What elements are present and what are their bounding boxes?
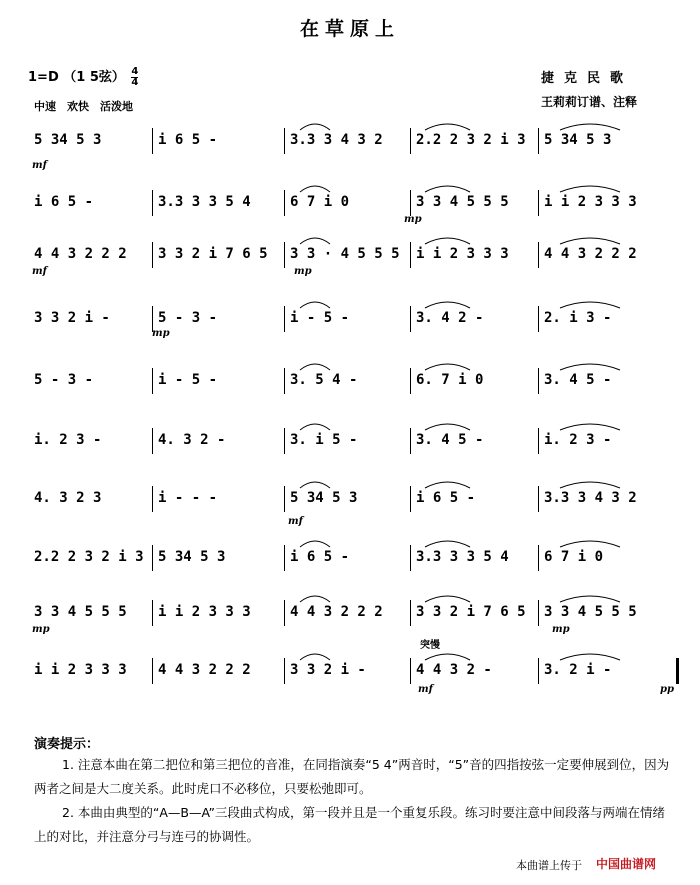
measure: i i 2 3 3 3: [34, 662, 127, 678]
measure: i - - -: [158, 490, 218, 506]
slur: [425, 596, 470, 602]
slur: [300, 424, 330, 430]
slur: [560, 186, 620, 192]
measure: i i 2 3 3 3: [416, 246, 509, 262]
measure: i 6 5 -: [34, 194, 94, 210]
measure: 5 34 5 3: [290, 490, 358, 506]
slur: [425, 302, 470, 308]
slur-marks: [0, 418, 700, 432]
slur: [560, 238, 620, 244]
measure: 4 4 3 2 2 2: [34, 246, 127, 262]
tip-2: 2. 本曲由典型的“A—B—A”三段曲式构成，第一段并且是一个重复乐段。练习时要注意中间段落与两端在情绪上的对比，并注意分弓与连弓的协调性。: [34, 805, 665, 844]
measure: 4 4 3 2 2 2: [158, 662, 251, 678]
slur-marks: [0, 590, 700, 604]
time-signature: [131, 67, 138, 88]
dynamic-mf: mf: [32, 266, 47, 277]
staff-line: [0, 590, 700, 636]
measure: 3 3 2 i 7 6 5: [416, 604, 526, 620]
slur: [425, 124, 470, 130]
measure: 3 3 4 5 5 5: [34, 604, 127, 620]
site-logo[interactable]: [596, 855, 656, 872]
slur: [560, 124, 620, 130]
slur-marks: [0, 118, 700, 132]
dynamic-mp: mp: [294, 266, 312, 277]
measure: 6. 7 i 0: [416, 372, 484, 388]
slur: [560, 364, 620, 370]
slur: [560, 654, 620, 660]
measure: 3 3 4 5 5 5: [544, 604, 637, 620]
measure: 3 3 4 5 5 5: [416, 194, 509, 210]
measure: 5 - 3 -: [34, 372, 94, 388]
measure: 4. 3 2 3: [34, 490, 102, 506]
measure: i. 2 3 -: [34, 432, 102, 448]
slur: [300, 654, 330, 660]
slur-marks: [0, 180, 700, 194]
staff-line: [0, 358, 700, 404]
measure: i. 2 3 -: [544, 432, 612, 448]
staff-line: [0, 296, 700, 342]
measure: 3. 4 5 -: [544, 372, 612, 388]
slur: [425, 424, 470, 430]
slur-marks: [0, 296, 700, 310]
slur-marks: [0, 535, 700, 549]
slur: [300, 541, 330, 547]
measure: 3.3 3 4 3 2: [290, 132, 383, 148]
measure: 4 4 3 2 -: [416, 662, 492, 678]
page-title: 在草原上: [299, 18, 400, 40]
slur: [300, 186, 330, 192]
slur: [425, 482, 470, 488]
measure: 4. 3 2 -: [158, 432, 226, 448]
staff-line: [0, 648, 700, 694]
measure: 3 3 2 i 7 6 5: [158, 246, 268, 262]
dynamic-mp: mp: [32, 624, 50, 635]
dynamic-mf: mf: [288, 516, 303, 527]
slur: [425, 238, 470, 244]
measure: 4 4 3 2 2 2: [544, 246, 637, 262]
measure: 3. 4 2 -: [416, 310, 484, 326]
slur: [425, 541, 470, 547]
slur-marks: [0, 476, 700, 490]
measure: i 6 5 -: [416, 490, 476, 506]
staff-line: [0, 232, 700, 278]
slur: [300, 238, 330, 244]
measure: 3. i 5 -: [290, 432, 358, 448]
measure: 2. i 3 -: [544, 310, 612, 326]
measure: i i 2 3 3 3: [544, 194, 637, 210]
slur-marks: [0, 358, 700, 372]
slur: [425, 654, 470, 660]
measure: 3 3 · 4 5 5 5: [290, 246, 400, 262]
dynamic-pp: pp: [660, 684, 674, 695]
footer-text: 本曲谱上传于: [516, 859, 582, 872]
dynamic-mp: mp: [404, 214, 422, 225]
staff-line: [0, 535, 700, 581]
measure: 2.2 2 3 2 i 3: [34, 549, 144, 565]
measure: i i 2 3 3 3: [158, 604, 251, 620]
measure: 6 7 i 0: [544, 549, 604, 565]
slur: [300, 302, 330, 308]
slur: [300, 482, 330, 488]
dynamic-mp: mp: [152, 328, 170, 339]
tempo-marking: 中速 欢快 活泼地: [34, 100, 133, 113]
key-text: 1=D （1 5弦）: [28, 70, 125, 85]
composer: 捷克民歌: [541, 71, 634, 86]
slur: [560, 482, 620, 488]
staff-line: [0, 118, 700, 164]
measure: 5 34 5 3: [34, 132, 102, 148]
tips-heading: 演奏提示：: [34, 737, 100, 752]
measure: 2.2 2 3 2 i 3: [416, 132, 526, 148]
slur-marks: [0, 648, 700, 662]
key-signature: [28, 66, 138, 88]
dynamic-mf: mf: [32, 160, 47, 171]
measure: 3 3 2 i -: [34, 310, 110, 326]
measure: 3.3 3 3 5 4: [416, 549, 509, 565]
time-top: 4: [131, 66, 139, 77]
slur: [300, 124, 330, 130]
staff-line: [0, 180, 700, 226]
measure: i 6 5 -: [290, 549, 350, 565]
measure: 3 3 2 i -: [290, 662, 366, 678]
measure: 5 34 5 3: [158, 549, 226, 565]
measure: i - 5 -: [158, 372, 218, 388]
slur: [560, 596, 620, 602]
measure: 3. 4 5 -: [416, 432, 484, 448]
tip-1: 1. 注意本曲在第二把位和第三把位的音准，在同指演奏“5 4”两音时，“5”音的四指按弦一定要伸展到位，因为两者之间是大二度关系。此时虎口不必移位，只要松弛即可。: [34, 757, 670, 796]
measure: 4 4 3 2 2 2: [290, 604, 383, 620]
measure: 5 - 3 -: [158, 310, 218, 326]
arranger: 王莉莉订谱、注释: [541, 95, 638, 109]
site-name: 中国曲谱网: [596, 857, 657, 871]
slur: [425, 186, 470, 192]
measure: i - 5 -: [290, 310, 350, 326]
slur: [560, 302, 620, 308]
measure: 3. 5 4 -: [290, 372, 358, 388]
measure: 6 7 i 0: [290, 194, 350, 210]
time-bottom: 4: [131, 77, 139, 88]
dynamic-mf: mf: [418, 684, 433, 695]
measure: 3.3 3 4 3 2: [544, 490, 637, 506]
measure: 3. 2 i -: [544, 662, 612, 678]
measure: i 6 5 -: [158, 132, 218, 148]
tempo-change: 突慢: [420, 640, 440, 651]
staff-line: [0, 476, 700, 522]
measure: 3.3 3 3 5 4: [158, 194, 251, 210]
dynamic-mp: mp: [552, 624, 570, 635]
slur: [560, 424, 620, 430]
slur: [425, 364, 470, 370]
slur: [300, 596, 330, 602]
staff-line: [0, 418, 700, 464]
slur: [560, 541, 620, 547]
slur-marks: [0, 232, 700, 246]
measure: 5 34 5 3: [544, 132, 612, 148]
slur: [300, 364, 330, 370]
